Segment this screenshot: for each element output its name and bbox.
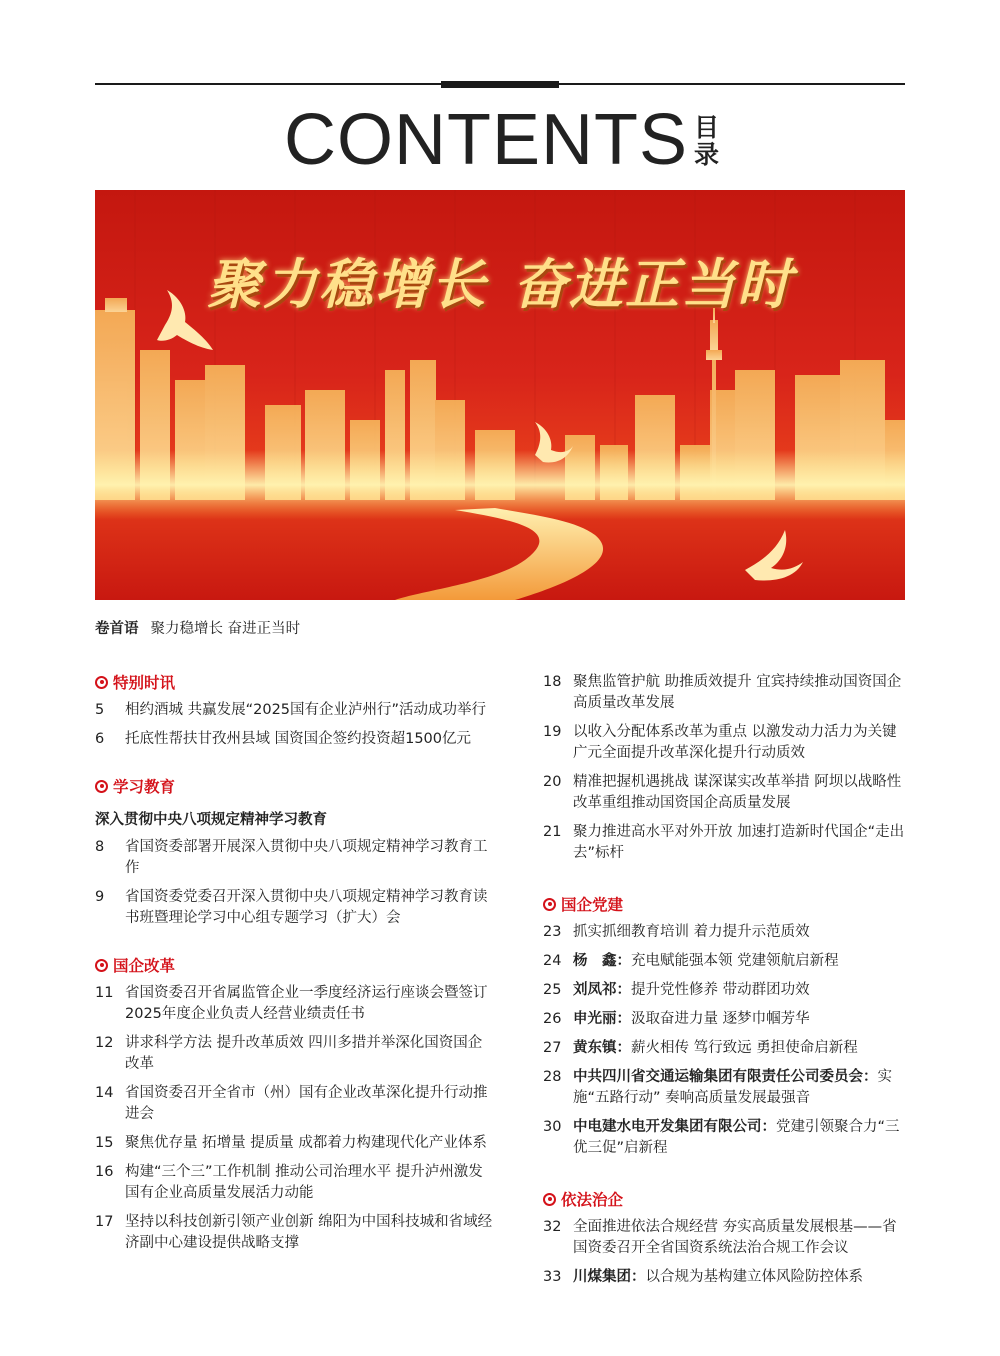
section-bullet-icon xyxy=(543,898,556,911)
section-heading: 国企改革 xyxy=(95,955,495,975)
hero-title-part2: 奋进正当时 xyxy=(513,253,793,316)
winding-road xyxy=(395,508,603,600)
toc-entry[interactable]: 24 杨 鑫：充电赋能强本领 党建领航启新程 xyxy=(543,953,839,969)
toc-entry[interactable]: 5 相约酒城 共赢发展“2025国有企业泸州行”活动成功举行 xyxy=(95,702,487,718)
toc-entry[interactable]: 27 黄东镇：薪火相传 笃行致远 勇担使命启新程 xyxy=(543,1040,858,1056)
toc-entry[interactable]: 6 托底性帮扶甘孜州县域 国资国企签约投资超1500亿元 xyxy=(95,731,472,747)
section-subheading: 深入贯彻中央八项规定精神学习教育 xyxy=(95,812,327,828)
preface-title: 聚力稳增长 奋进正当时 xyxy=(150,621,301,637)
toc-entry[interactable]: 33 川煤集团：以合规为基构建立体风险防控体系 xyxy=(543,1269,863,1285)
toc-right-column xyxy=(543,672,908,1288)
section-bullet-icon xyxy=(95,676,108,689)
section-bullet-icon xyxy=(95,780,108,793)
top-rule-accent xyxy=(441,81,559,88)
contents-title-cn: 目录 xyxy=(694,113,720,169)
section-heading: 依法治企 xyxy=(543,1189,908,1209)
toc-entry[interactable]: 9 省国资委党委召开深入贯彻中央八项规定精神学习教育读书班暨理论学习中心组专题学习（扩大）会 xyxy=(95,889,488,926)
preface-line[interactable] xyxy=(95,617,300,638)
toc-entry[interactable]: 11 省国资委召开省属监管企业一季度经济运行座谈会暨签订2025年度企业负责人经营业绩责任书 xyxy=(95,985,488,1022)
toc-entry[interactable]: 32 全面推进依法合规经营 夯实高质量发展根基——省国资委召开全省国资系统法治合规工作会议 xyxy=(543,1219,897,1256)
preface-label: 卷首语 xyxy=(95,621,139,637)
hero-title-part1: 聚力稳增长 xyxy=(207,253,487,316)
section-heading: 国企党建 xyxy=(543,894,908,914)
toc-entry[interactable]: 8 省国资委部署开展深入贯彻中央八项规定精神学习教育工作 xyxy=(95,839,488,876)
toc-entry[interactable]: 18 聚焦监管护航 助推质效提升 宜宾持续推动国资国企高质量改革发展 xyxy=(543,674,902,711)
toc-entry[interactable]: 15 聚焦优存量 拓增量 提质量 成都着力构建现代化产业体系 xyxy=(95,1135,487,1151)
toc-entry[interactable]: 26 申光丽：汲取奋进力量 逐梦巾帼芳华 xyxy=(543,1011,810,1027)
toc-entry[interactable]: 17 坚持以科技创新引领产业创新 绵阳为中国科技城和省域经济副中心建设提供战略支撑 xyxy=(95,1214,493,1251)
toc-entry[interactable]: 21 聚力推进高水平对外开放 加速打造新时代国企“走出去”标杆 xyxy=(543,824,905,861)
toc-entry[interactable]: 12 讲求科学方法 提升改革质效 四川多措并举深化国资国企改革 xyxy=(95,1035,483,1072)
hero-title xyxy=(95,242,905,319)
contents-title: CONTENTS xyxy=(284,100,688,180)
toc-entry[interactable]: 25 刘凤祁：提升党性修养 带动群团功效 xyxy=(543,982,810,998)
toc-entry[interactable]: 20 精准把握机遇挑战 谋深谋实改革举措 阿坝以战略性改革重组推动国资国企高质量发展 xyxy=(543,774,902,811)
toc-entry[interactable]: 19 以收入分配体系改革为重点 以激发动力活力为关键 广元全面提升改革深化提升行动质效 xyxy=(543,724,897,761)
toc-entry[interactable]: 28 中共四川省交通运输集团有限责任公司委员会：实施“五路行动” 奏响高质量发展最强音 xyxy=(543,1069,892,1106)
hero-banner xyxy=(95,190,905,600)
section-heading: 特别时讯 xyxy=(95,672,495,692)
toc-left-column xyxy=(95,672,495,1254)
toc-entry[interactable]: 30 中电建水电开发集团有限公司：党建引领聚合力“三优三促”启新程 xyxy=(543,1119,900,1156)
toc-entry[interactable]: 16 构建“三个三”工作机制 推动公司治理水平 提升泸州激发国有企业高质量发展活力动能 xyxy=(95,1164,483,1201)
section-bullet-icon xyxy=(543,1193,556,1206)
section-heading: 学习教育 xyxy=(95,776,495,796)
toc-entry[interactable]: 14 省国资委召开全省市（州）国有企业改革深化提升行动推进会 xyxy=(95,1085,488,1122)
toc-entry[interactable]: 23 抓实抓细教育培训 着力提升示范质效 xyxy=(543,924,810,940)
section-bullet-icon xyxy=(95,959,108,972)
